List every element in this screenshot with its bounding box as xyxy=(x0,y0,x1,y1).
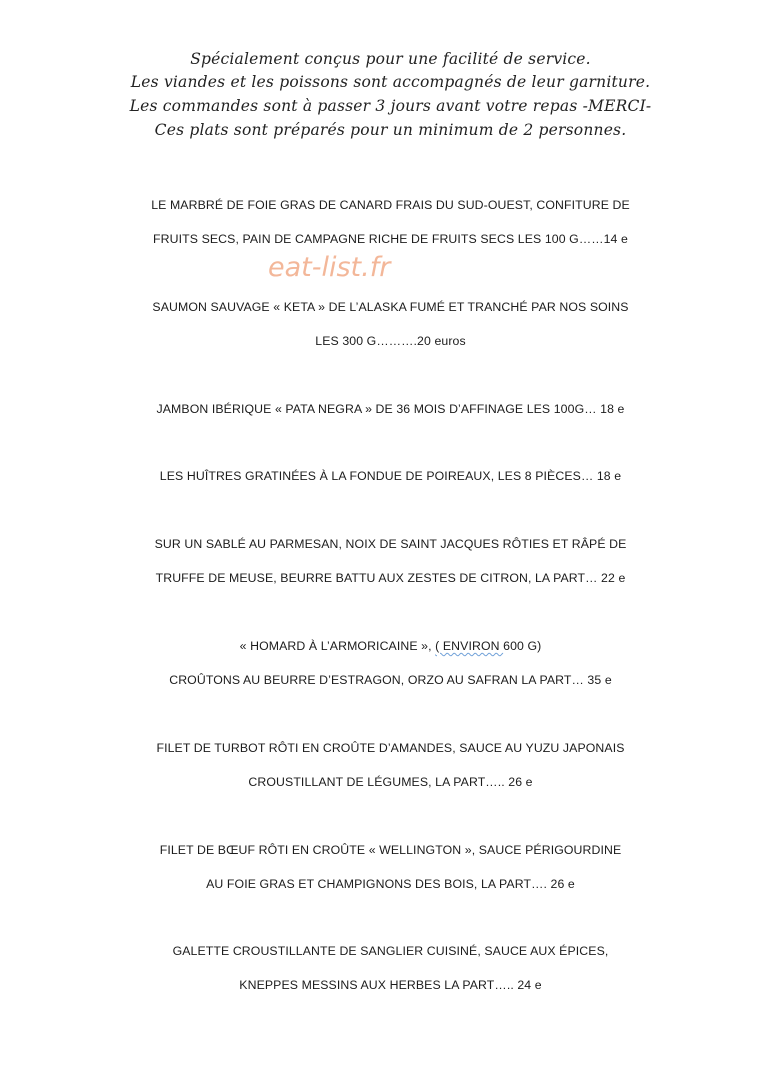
homard-environ: ( ENVIRON xyxy=(435,639,504,653)
intro-line-service: Spécialement conçus pour une facilité de service. xyxy=(190,50,591,68)
homard-title: « HOMARD À L’ARMORICAINE », xyxy=(239,639,436,653)
intro-line-garnish: Les viandes et les poissons sont accompagnés de leur garniture. xyxy=(130,73,651,91)
menu-item-turbot-line2: CROUSTILLANT DE LÉGUMES, LA PART….. 26 e xyxy=(248,775,533,789)
menu-item-turbot-line1: FILET DE TURBOT RÔTI EN CROÛTE D’AMANDES, SAUCE AU YUZU JAPONAIS xyxy=(156,741,625,755)
menu-item-saint-jacques-line1: SUR UN SABLÉ AU PARMESAN, NOIX DE SAINT JACQUES RÔTIES ET RÂPÉ DE xyxy=(154,537,627,551)
menu-item-sanglier-line1: GALETTE CROUSTILLANTE DE SANGLIER CUISINÉ, SAUCE AUX ÉPICES, xyxy=(172,944,609,958)
menu-item-saumon-line2: LES 300 G……….20 euros xyxy=(315,334,466,348)
homard-weight: 600 G) xyxy=(503,639,542,653)
menu-item-boeuf-line1: FILET DE BŒUF RÔTI EN CROÛTE « WELLINGTON », SAUCE PÉRIGOURDINE xyxy=(159,843,622,857)
menu-item-homard-line2: CROÛTONS AU BEURRE D’ESTRAGON, ORZO AU SAFRAN LA PART… 35 e xyxy=(169,673,612,687)
menu-item-homard-line1 xyxy=(0,639,781,653)
intro-line-order-delay: Les commandes sont à passer 3 jours avant votre repas -MERCI- xyxy=(129,97,652,115)
menu-item-saumon-line1: SAUMON SAUVAGE « KETA » DE L’ALASKA FUMÉ ET TRANCHÉ PAR NOS SOINS xyxy=(152,300,629,314)
menu-item-jambon-line1: JAMBON IBÉRIQUE « PATA NEGRA » DE 36 MOIS D’AFFINAGE LES 100G… 18 e xyxy=(156,402,625,416)
intro-line-minimum: Ces plats sont préparés pour un minimum de 2 personnes. xyxy=(154,121,627,139)
menu-item-sanglier-line2: KNEPPES MESSINS AUX HERBES LA PART….. 24 e xyxy=(239,978,542,992)
menu-item-boeuf-line2: AU FOIE GRAS ET CHAMPIGNONS DES BOIS, LA PART…. 26 e xyxy=(206,877,575,891)
menu-item-saint-jacques-line2: TRUFFE DE MEUSE, BEURRE BATTU AUX ZESTES DE CITRON, LA PART… 22 e xyxy=(155,571,626,585)
menu-item-huitres-line1: LES HUÎTRES GRATINÉES À LA FONDUE DE POIREAUX, LES 8 PIÈCES… 18 e xyxy=(159,469,622,483)
menu-item-foie-gras-line1: LE MARBRÉ DE FOIE GRAS DE CANARD FRAIS DU SUD-OUEST, CONFITURE DE xyxy=(151,198,630,212)
menu-item-foie-gras-line2: FRUITS SECS, PAIN DE CAMPAGNE RICHE DE FRUITS SECS LES 100 G……14 e xyxy=(153,232,628,246)
watermark-logo: eat-list.fr xyxy=(268,252,391,283)
